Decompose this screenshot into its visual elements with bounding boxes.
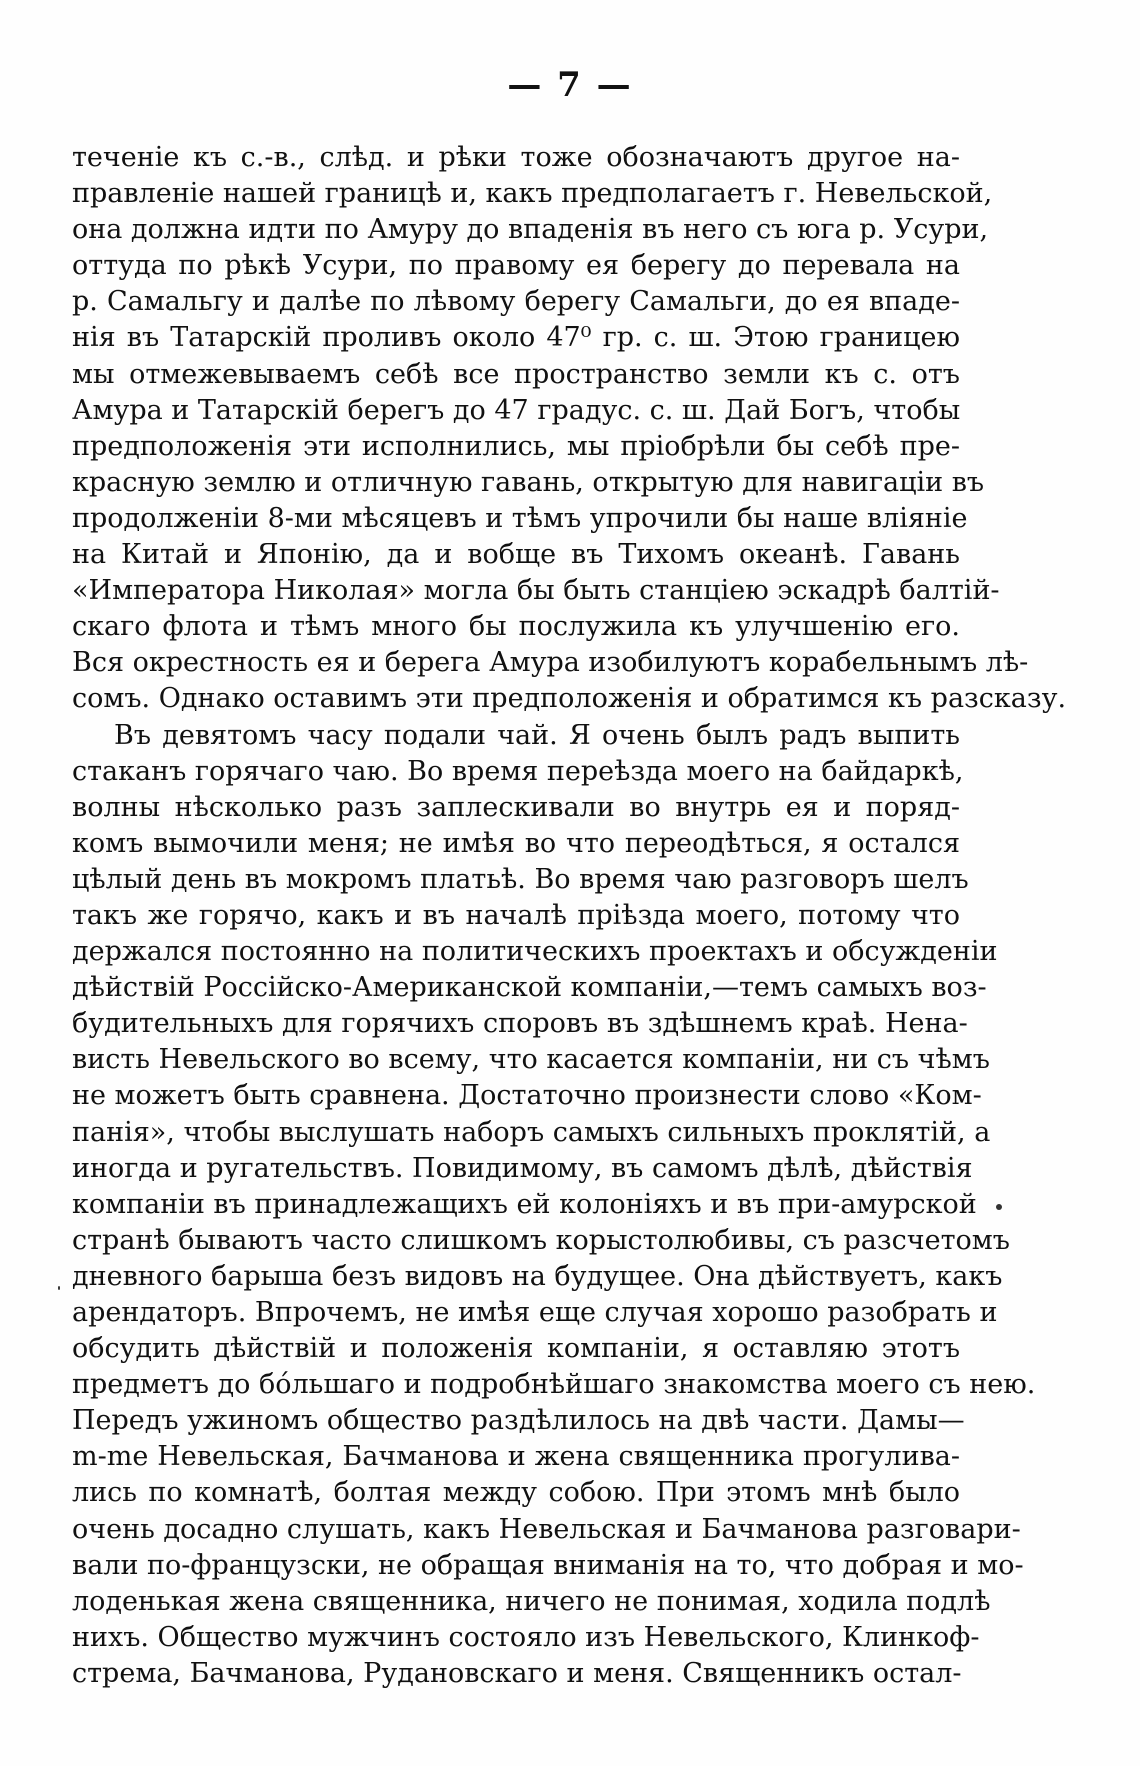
text-line: мы отмежевываемъ себѣ все пространство земли къ с. отъ <box>72 358 960 390</box>
text-line: правленіе нашей границѣ и, какъ предполагаетъ г. Невельской, <box>72 178 993 210</box>
text-line: Вся окрестность ея и берега Амура изобилуютъ корабельнымъ лѣ- <box>72 647 1029 679</box>
text-line: предметъ до бóльшаго и подробнѣйшаго знакомства моего съ нею. <box>72 1369 1036 1401</box>
print-speck <box>996 1204 1002 1210</box>
paragraph-2 <box>72 718 1036 1693</box>
text-line: лись по комнатѣ, болтая между собою. При этомъ мнѣ было <box>72 1477 960 1509</box>
paragraph-1 <box>72 140 1067 718</box>
text-line: дѣйствій Россійско-Американской компаніи,—темъ самыхъ воз- <box>72 972 987 1004</box>
text-line: стаканъ горячаго чаю. Во время переѣзда моего на байдаркѣ, <box>72 755 964 787</box>
text-line: «Императора Николая» могла бы быть станціею эскадрѣ балтій- <box>72 575 1000 607</box>
text-line: обсудить дѣйствій и положенія компаніи, я оставляю этотъ <box>72 1333 960 1365</box>
text-line: Передъ ужиномъ общество раздѣлилось на двѣ части. Дамы— <box>72 1405 965 1437</box>
text-line: не можетъ быть сравнена. Достаточно произнести слово «Ком- <box>72 1080 982 1112</box>
text-line: держался постоянно на политическихъ проектахъ и обсужденіи <box>72 936 998 968</box>
text-line: висть Невельского во всему, что касается компаніи, ни съ чѣмъ <box>72 1044 990 1076</box>
text-line: она должна идти по Амуру до впаденія въ него съ юга р. Усури, <box>72 214 989 246</box>
text-line: цѣлый день въ мокромъ платьѣ. Во время чаю разговоръ шелъ <box>72 863 969 895</box>
text-line: m-me Невельская, Бачманова и жена священника прогулива- <box>72 1441 960 1473</box>
text-line: арендаторъ. Впрочемъ, не имѣя еще случая хорошо разобрать и <box>72 1297 998 1328</box>
text-line: дневного барыша безъ видовъ на будущее. Она дѣйствуетъ, какъ <box>72 1260 1003 1292</box>
text-line: сомъ. Однако оставимъ эти предположенія и обратимся къ разсказу. <box>72 683 1067 715</box>
text-line: нихъ. Общество мужчинъ состояло изъ Невельского, Клинкоф- <box>72 1621 980 1653</box>
text-line: р. Самальгу и далѣе по лѣвому берегу Самальги, до ея впаде- <box>72 286 960 318</box>
text-line: вали по-французски, не обращая вниманія на то, что добрая и мо- <box>72 1549 1024 1581</box>
text-line: Въ девятомъ часу подали чай. Я очень былъ радъ выпить <box>114 719 960 751</box>
page-number: — 7 — <box>507 65 633 105</box>
text-line: нія въ Татарскій проливъ около 47⁰ гр. с. ш. Этою границею <box>72 322 960 354</box>
text-line: компаніи въ принадлежащихъ ей колоніяхъ и въ при-амурской <box>72 1188 977 1220</box>
text-line: теченіе къ с.-в., слѣд. и рѣки тоже обозначаютъ другое на- <box>72 142 960 173</box>
text-line: скаго флота и тѣмъ много бы послужила къ улучшенію его. <box>72 611 960 643</box>
text-line: продолженіи 8-ми мѣсяцевъ и тѣмъ упрочили бы наше вліяніе <box>72 502 968 534</box>
text-line: такъ же горячо, какъ и въ началѣ пріѣзда моего, потому что <box>72 899 960 931</box>
text-line: волны нѣсколько разъ заплескивали во внутрь ея и поряд- <box>72 791 960 823</box>
text-line: оттуда по рѣкѣ Усури, по правому ея берегу до перевала на <box>72 250 960 282</box>
text-line: комъ вымочили меня; не имѣя во что переодѣться, я остался <box>72 827 960 859</box>
text-line: очень досадно слушать, какъ Невельская и Бачманова разговари- <box>72 1513 1021 1545</box>
text-line: лоденькая жена священника, ничего не понимая, ходила подлѣ <box>72 1585 991 1617</box>
print-speck <box>58 1286 60 1290</box>
text-line: панія», чтобы выслушать наборъ самыхъ сильныхъ проклятій, а <box>72 1116 991 1148</box>
text-line: будительныхъ для горячихъ споровъ въ здѣшнемъ краѣ. Нена- <box>72 1008 968 1040</box>
text-line: на Китай и Японію, да и вобще въ Тихомъ океанѣ. Гавань <box>72 539 960 571</box>
text-line: предположенія эти исполнились, мы пріобрѣли бы себѣ пре- <box>72 430 960 462</box>
text-line: иногда и ругательствъ. Повидимому, въ самомъ дѣлѣ, дѣйствія <box>72 1152 973 1184</box>
body-text <box>72 140 1067 1692</box>
text-line: Амура и Татарскій берегъ до 47 градус. с. ш. Дай Богъ, чтобы <box>72 394 961 426</box>
text-line: красную землю и отличную гавань, открытую для навигаціи въ <box>72 466 985 498</box>
text-line: странѣ бываютъ часто слишкомъ корыстолюбивы, съ разсчетомъ <box>72 1224 1010 1256</box>
text-line: стрема, Бачманова, Рудановскаго и меня. Священникъ остал- <box>72 1657 962 1689</box>
